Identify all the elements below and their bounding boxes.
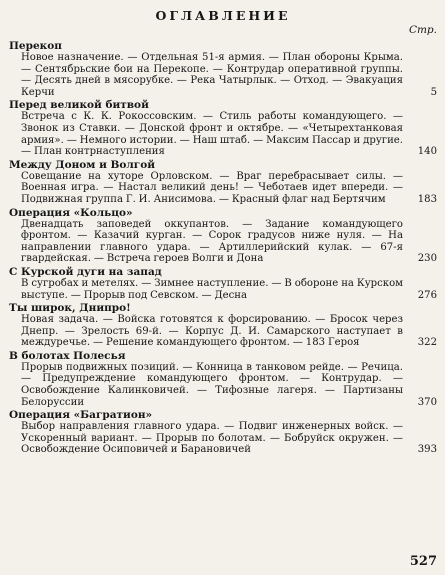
- chapter-description: Совещание на хуторе Орловском. — Враг перебрасывает силы. — Военная игра. — Настал великий день! — Чеботаев идет впереди. — Подвижная группа Г. И. Анисимова. — Красный флаг над Бертячим: [21, 170, 403, 205]
- chapter-page-number: 230: [417, 253, 437, 265]
- chapter-description: Двенадцать заповедей оккупантов. — Задание командующего фронтом. — Казачий курган. — Сорок градусов ниже нуля. — На направлении главного удара. — Артиллерийский кулак. — 67-я гвардейская. — Встреча героев Волги и Дона: [21, 218, 403, 265]
- toc-entry: [9, 409, 437, 456]
- chapter-page-number: 393: [417, 444, 437, 456]
- chapter-page-number: 5: [430, 86, 437, 98]
- chapter-page-number: 183: [417, 193, 437, 205]
- toc-entry: [9, 302, 437, 349]
- chapter-description: Прорыв подвижных позиций. — Конница в танковом рейде. — Речица. — Предупреждение командующего фронтом. — Контрудар. — Освобождение Калинковичей. — Тифозные лагеря. — Партизаны Белоруссии: [21, 361, 403, 408]
- chapter-description: Новая задача. — Войска готовятся к форсированию. — Бросок через Днепр. — Зрелость 69-й. — Корпус Д. И. Самарского наступает в междуречье. — Решение командующего фронтом. — 183 Героя: [21, 314, 403, 349]
- chapter-title: Перекоп: [9, 40, 62, 52]
- chapter-title: В болотах Полесья: [9, 349, 126, 362]
- page-title: ОГЛАВЛЕНИЕ: [155, 8, 291, 23]
- chapter-title: С Курской дуги на запад: [9, 265, 162, 278]
- page-column-label: Стр.: [408, 24, 437, 36]
- chapter-page-number: 322: [417, 337, 437, 349]
- page-number: 527: [409, 554, 437, 569]
- toc-entry: [9, 40, 437, 98]
- toc-page: [9, 8, 437, 456]
- toc-entry: [9, 207, 437, 265]
- chapter-title: Ты широк, Днипро!: [9, 302, 131, 315]
- chapter-title: Операция «Багратион»: [9, 409, 153, 422]
- table-of-contents: [9, 40, 437, 457]
- chapter-description: В сугробах и метелях. — Зимнее наступление. — В обороне на Курском выступе. — Прорыв под Севском. — Десна: [21, 277, 403, 301]
- chapter-description: Встреча с К. К. Рокоссовским. — Стиль работы командующего. — Звонок из Ставки. — Донской фронт и октябре. — «Четырехтанковая армия». — Немного истории. — Наш штаб. — Максим Пассар и другие. — План контрнаступления: [21, 111, 403, 158]
- chapter-page-number: 370: [417, 396, 437, 408]
- chapter-page-number: 276: [417, 289, 437, 301]
- toc-entry: [9, 350, 437, 408]
- toc-entry: [9, 99, 437, 157]
- chapter-description: Новое назначение. — Отдельная 51-я армия. — План обороны Крыма. — Сентябрьские бои на Перекопе. — Контрудар оперативной группы. — Десять дней в мясорубке. — Река Чатырлык. — Отход. — Эвакуация Керчи: [21, 52, 403, 98]
- chapter-description: Выбор направления главного удара. — Подвиг инженерных войск. — Ускоренный вариант. — Прорыв по болотам. — Бобруйск окружен. — Освобождение Осиповичей и Барановичей: [21, 421, 403, 456]
- toc-entry: [9, 266, 437, 301]
- chapter-title: Между Доном и Волгой: [9, 158, 156, 171]
- chapter-page-number: 140: [417, 146, 437, 158]
- toc-entry: [9, 159, 437, 206]
- chapter-title: Перед великой битвой: [9, 99, 149, 112]
- chapter-title: Операция «Кольцо»: [9, 206, 133, 219]
